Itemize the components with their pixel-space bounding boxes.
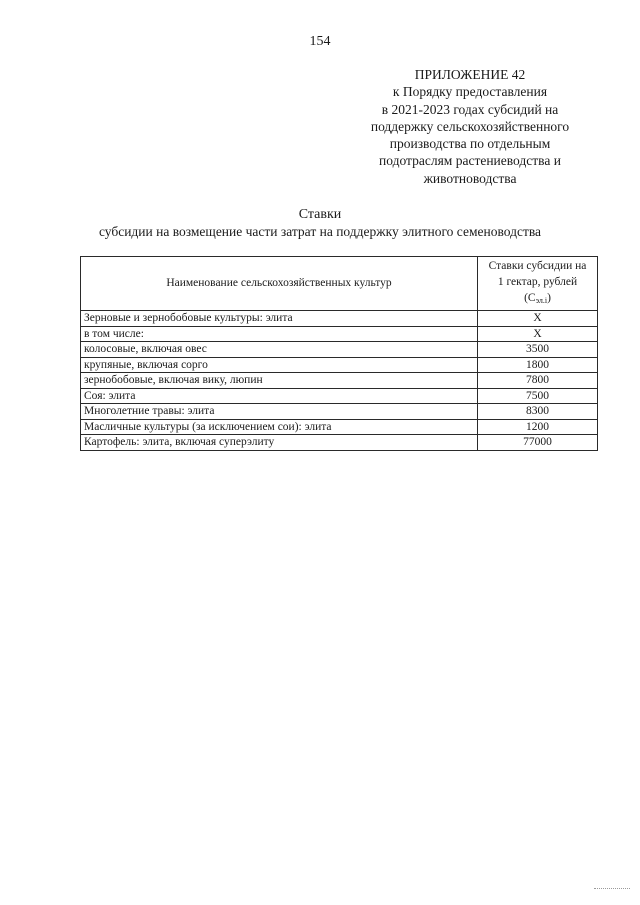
page-number: 154 [309, 34, 331, 49]
header-rate-symbol: С [527, 292, 536, 304]
appendix-line: производства по отдельным [389, 136, 551, 152]
crop-name-cell: крупяные, включая сорго [81, 357, 478, 373]
table-row [81, 435, 598, 451]
crop-name-cell: Масличные культуры (за исключением сои): элита [81, 419, 478, 435]
crop-name-cell: Зерновые и зернобобовые культуры: элита [81, 311, 478, 327]
appendix-line: поддержку сельскохозяйственного [370, 118, 570, 134]
table-row [81, 373, 598, 389]
rate-cell: X [478, 311, 598, 327]
rate-cell: 3500 [478, 342, 598, 358]
document-heading: Ставки [298, 207, 342, 222]
appendix-line: подотраслям растениеводства и [379, 153, 561, 169]
rate-cell: 7800 [478, 373, 598, 389]
table-header-row [81, 257, 598, 311]
appendix-title: ПРИЛОЖЕНИЕ 42 [414, 67, 526, 82]
rate-cell: 8300 [478, 404, 598, 420]
crop-name-cell: Соя: элита [81, 388, 478, 404]
rate-cell: 7500 [478, 388, 598, 404]
appendix-line: к Порядку предоставления [392, 84, 548, 100]
crop-name-cell: Картофель: элита, включая суперэлиту [81, 435, 478, 451]
crop-name-cell: зернобобовые, включая вику, люпин [81, 373, 478, 389]
rate-cell: X [478, 326, 598, 342]
document-subheading: субсидии на возмещение части затрат на поддержку элитного семеноводства [98, 224, 542, 239]
crop-name-cell: Многолетние травы: элита [81, 404, 478, 420]
crop-name-cell: в том числе: [81, 326, 478, 342]
table-row [81, 419, 598, 435]
table-row [81, 388, 598, 404]
table-row [81, 404, 598, 420]
rate-cell: 1800 [478, 357, 598, 373]
crop-name-cell: колосовые, включая овес [81, 342, 478, 358]
appendix-line: животноводства [423, 170, 517, 186]
table-row [81, 357, 598, 373]
rate-cell: 1200 [478, 419, 598, 435]
appendix-line: в 2021-2023 годах субсидий на [381, 101, 559, 117]
header-rate-line: Ставки субсидии на [488, 260, 587, 272]
appendix-block [320, 66, 620, 187]
table-row [81, 342, 598, 358]
header-crop-name: Наименование сельскохозяйственных культур [81, 257, 478, 311]
rate-cell: 77000 [478, 435, 598, 451]
header-rate-line: 1 гектар, рублей [497, 276, 578, 288]
table-row [81, 326, 598, 342]
rates-table [80, 256, 598, 451]
header-rate-subscript: эл.i [535, 296, 548, 305]
scan-artifact [594, 888, 630, 891]
header-rate: Ставки субсидии на 1 гектар, рублей $(С_{эл.i})$ [478, 257, 598, 311]
table-row [81, 311, 598, 327]
